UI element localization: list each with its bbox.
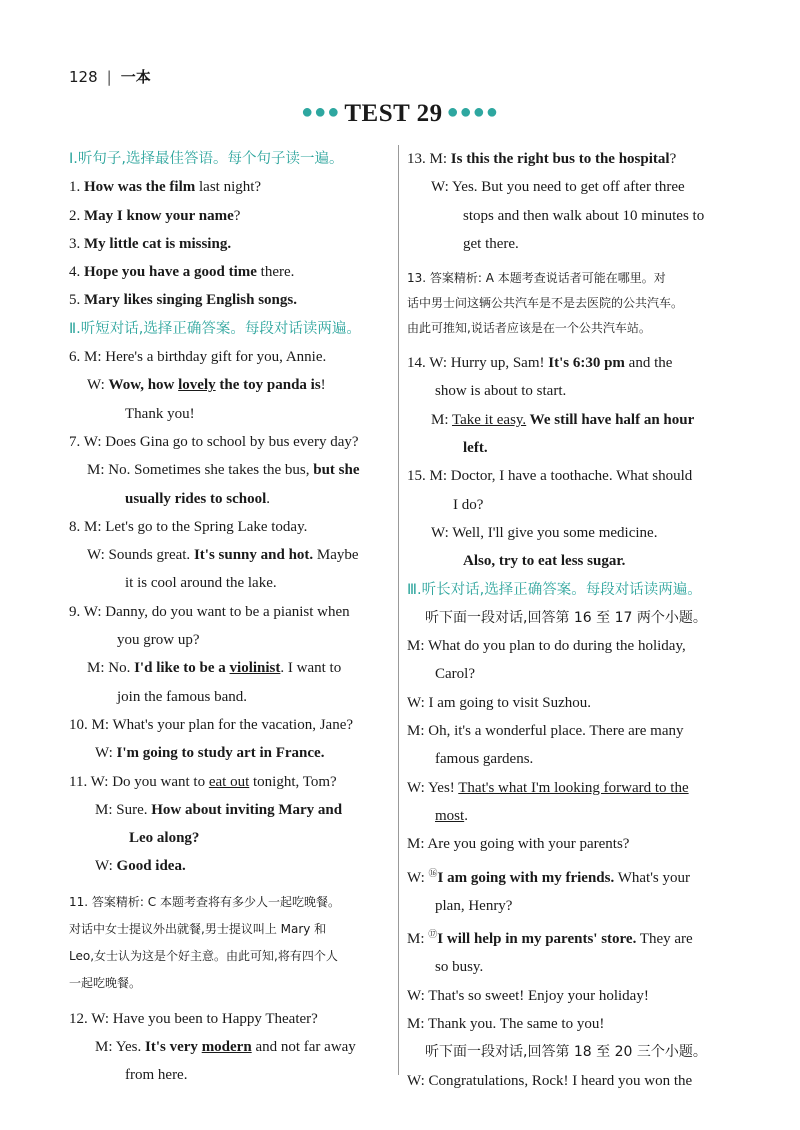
answer-note-13-line-1: 13. 答案精析: A 本题考查说话者可能在哪里。对 [407, 271, 666, 286]
question-15-line-3: W: Well, I'll give you some medicine. [431, 524, 658, 541]
dialogue-line-3-cont: famous gardens. [435, 751, 534, 768]
question-13-line-4: get there. [463, 235, 519, 252]
question-8-line-1: 8. M: Let's go to the Spring Lake today. [69, 518, 308, 535]
answer-note-11-line-2: 对话中女士提议外出就餐,男士提议叫上 Mary 和 [69, 921, 327, 936]
question-6-line-2: W: Wow, how lovely the toy panda is! [87, 377, 326, 394]
question-11-line-3: Leo along? [129, 830, 200, 847]
question-9-line-2: you grow up? [117, 632, 200, 649]
instruction-18-20: 听下面一段对话,回答第 18 至 20 三个小题。 [425, 1044, 707, 1061]
question-7-line-1: 7. W: Does Gina go to school by bus every day? [69, 433, 359, 450]
question-14-line-3: M: Take it easy. We still have half an hour [431, 411, 695, 428]
dialogue-line-7-cont: so busy. [435, 959, 484, 976]
answer-note-13-line-2: 话中男士问这辆公共汽车是不是去医院的公共汽车。 [407, 296, 684, 311]
test-title: TEST 29 [344, 100, 443, 127]
section-1-heading: Ⅰ.听句子,选择最佳答语。每个句子读一遍。 [69, 151, 344, 167]
question-11-line-2: M: Sure. How about inviting Mary and [95, 801, 343, 818]
question-3: 3. My little cat is missing. [69, 235, 232, 252]
question-8-line-3: it is cool around the lake. [125, 575, 277, 592]
dialogue-line-1: M: What do you plan to do during the holiday, [407, 638, 686, 655]
question-16-marker: ⑯ [428, 867, 438, 878]
question-13-line-1: 13. M: Is this the right bus to the hospital? [407, 151, 677, 167]
question-4: 4. Hope you have a good time there. [69, 264, 295, 281]
question-15-line-4: Also, try to eat less sugar. [463, 553, 626, 570]
left-column [69, 145, 389, 1090]
question-14-line-1: 14. W: Hurry up, Sam! It's 6:30 pm and the [407, 355, 673, 372]
question-6-line-3: Thank you! [125, 405, 195, 422]
question-12-line-1: 12. W: Have you been to Happy Theater? [69, 1010, 318, 1027]
question-1: 1. How was the film last night? [69, 179, 262, 196]
question-14-line-2: show is about to start. [435, 383, 567, 400]
question-12-line-3: from here. [125, 1067, 188, 1084]
dialogue-line-6-cont: plan, Henry? [435, 897, 513, 914]
dialogue-line-5: M: Are you going with your parents? [407, 836, 630, 853]
dialogue-line-1-cont: Carol? [435, 666, 475, 683]
header-separator: | [106, 68, 112, 86]
question-9-line-4: join the famous band. [117, 688, 247, 705]
question-14-line-4: left. [463, 440, 488, 457]
page-number: 128 [69, 68, 98, 86]
brand-logo: 一本 [120, 68, 151, 86]
question-10-line-2: W: I'm going to study art in France. [95, 745, 325, 762]
dialogue-line-4-cont: most. [435, 807, 468, 824]
column-divider [398, 145, 399, 1075]
question-9-line-3: M: No. I'd like to be a violinist. I want to [87, 660, 342, 677]
question-11-line-4: W: Good idea. [95, 858, 186, 875]
question-15-line-1: 15. M: Doctor, I have a toothache. What should [407, 468, 693, 485]
dialogue-line-9: M: Thank you. The same to you! [407, 1016, 605, 1033]
dialogue-line-3: M: Oh, it's a wonderful place. There are many [407, 723, 684, 740]
answer-note-11-line-3: Leo,女士认为这是个好主意。由此可知,将有四个人 [69, 948, 338, 963]
question-11-line-1: 11. W: Do you want to eat out tonight, Tom? [69, 773, 337, 790]
right-column [407, 145, 729, 1095]
question-5: 5. Mary likes singing English songs. [69, 292, 297, 309]
section-3-heading: Ⅲ.听长对话,选择正确答案。每段对话读两遍。 [407, 581, 702, 598]
question-17-marker: ⑰ [428, 929, 438, 940]
question-12-line-2: M: Yes. It's very modern and not far away [95, 1039, 356, 1056]
instruction-16-17: 听下面一段对话,回答第 16 至 17 两个小题。 [425, 609, 707, 626]
answer-note-13-line-3: 由此可推知,说话者应该是在一个公共汽车站。 [407, 321, 651, 336]
question-13-line-2: W: Yes. But you need to get off after three [431, 179, 685, 196]
dialogue-line-8: W: That's so sweet! Enjoy your holiday! [407, 987, 649, 1004]
answer-note-11-line-1: 11. 答案精析: C 本题考查将有多少人一起吃晚餐。 [69, 894, 340, 909]
dialogue-line-4: W: Yes! That's what I'm looking forward to the [407, 779, 689, 796]
question-13-line-3: stops and then walk about 10 minutes to [463, 207, 705, 224]
question-6-line-1: 6. M: Here's a birthday gift for you, Annie. [69, 349, 327, 366]
test-title-bar [0, 100, 800, 128]
question-9-line-1: 9. W: Danny, do you want to be a pianist when [69, 603, 350, 620]
question-7-line-2: M: No. Sometimes she takes the bus, but she [87, 462, 360, 479]
dialogue-line-10: W: Congratulations, Rock! I heard you won the [407, 1072, 693, 1089]
question-2: 2. May I know your name? [69, 207, 241, 224]
section-2-heading: Ⅱ.听短对话,选择正确答案。每段对话读两遍。 [69, 320, 361, 337]
question-15-line-2: I do? [453, 496, 484, 513]
dialogue-line-6: W: ⑯I am going with my friends. What's your [407, 867, 690, 886]
dialogue-line-7: M: ⑰I will help in my parents' store. They are [407, 929, 693, 948]
question-8-line-2: W: Sounds great. It's sunny and hot. Maybe [87, 547, 359, 564]
answer-note-11-line-4: 一起吃晚餐。 [69, 975, 142, 990]
title-dots-left: ●●● [301, 101, 341, 123]
title-dots-right: ●●●● [446, 101, 499, 123]
question-10-line-1: 10. M: What's your plan for the vacation, Jane? [69, 716, 354, 733]
dialogue-line-2: W: I am going to visit Suzhou. [407, 694, 592, 711]
question-7-line-3: usually rides to school. [125, 490, 271, 507]
page-header [69, 66, 151, 87]
